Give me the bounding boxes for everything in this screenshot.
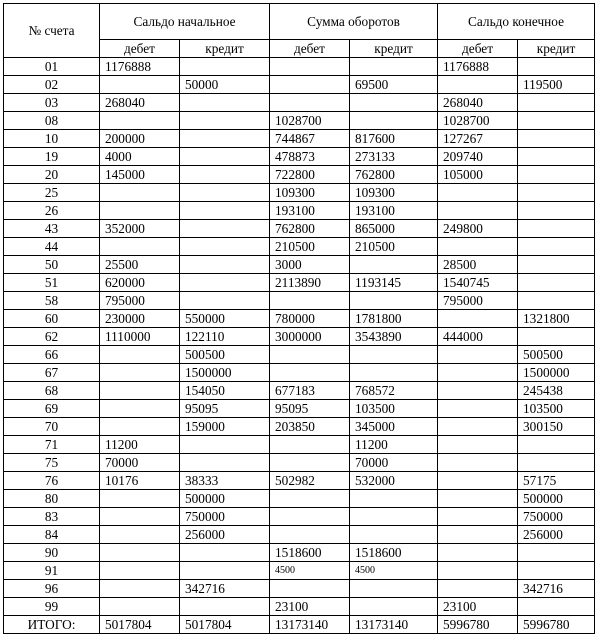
opening-credit-cell	[180, 598, 270, 616]
turnover-credit-cell	[350, 256, 438, 274]
table-row	[4, 328, 595, 346]
account-number: 84	[4, 526, 100, 544]
opening-debit-cell	[100, 526, 180, 544]
opening-credit-cell	[180, 544, 270, 562]
account-number: 66	[4, 346, 100, 364]
closing-debit-cell: 209740	[438, 148, 518, 166]
account-number: 10	[4, 130, 100, 148]
table-row	[4, 346, 595, 364]
total-closing-debit: 5996780	[438, 616, 518, 634]
account-number: 96	[4, 580, 100, 598]
account-number: 20	[4, 166, 100, 184]
opening-credit-cell: 95095	[180, 400, 270, 418]
closing-debit-cell	[438, 202, 518, 220]
opening-debit-cell: 10176	[100, 472, 180, 490]
opening-credit-cell	[180, 166, 270, 184]
closing-debit-cell	[438, 184, 518, 202]
opening-credit-cell	[180, 202, 270, 220]
opening-debit-cell: 1176888	[100, 58, 180, 76]
closing-debit-cell	[438, 382, 518, 400]
table-row	[4, 310, 595, 328]
closing-debit-cell: 28500	[438, 256, 518, 274]
closing-debit-cell: 1028700	[438, 112, 518, 130]
opening-credit-cell: 750000	[180, 508, 270, 526]
closing-credit-cell	[518, 94, 595, 112]
opening-debit-cell	[100, 544, 180, 562]
closing-debit-cell: 127267	[438, 130, 518, 148]
table-row	[4, 454, 595, 472]
closing-debit-cell	[438, 418, 518, 436]
turnover-debit-cell	[270, 58, 350, 76]
turnover-debit-cell	[270, 436, 350, 454]
turnover-credit-cell: 532000	[350, 472, 438, 490]
turnover-credit-cell: 210500	[350, 238, 438, 256]
account-number: 19	[4, 148, 100, 166]
closing-debit-cell	[438, 508, 518, 526]
table-row	[4, 238, 595, 256]
opening-debit-cell	[100, 490, 180, 508]
account-number: 75	[4, 454, 100, 472]
closing-debit-cell	[438, 400, 518, 418]
table-body	[4, 58, 595, 616]
opening-debit-cell: 25500	[100, 256, 180, 274]
closing-debit-cell	[438, 472, 518, 490]
closing-credit-cell	[518, 130, 595, 148]
turnover-credit-cell: 103500	[350, 400, 438, 418]
closing-debit-cell: 249800	[438, 220, 518, 238]
account-number: 25	[4, 184, 100, 202]
closing-credit-cell: 256000	[518, 526, 595, 544]
table-row	[4, 472, 595, 490]
turnover-credit-cell: 1518600	[350, 544, 438, 562]
turnover-debit-cell	[270, 508, 350, 526]
closing-credit-cell: 342716	[518, 580, 595, 598]
turnover-credit-cell: 865000	[350, 220, 438, 238]
total-turnover-credit: 13173140	[350, 616, 438, 634]
turnover-header: Сумма оборотов	[270, 4, 438, 40]
opening-credit-cell: 342716	[180, 580, 270, 598]
turnover-debit-cell: 23100	[270, 598, 350, 616]
closing-debit-cell: 23100	[438, 598, 518, 616]
table-row	[4, 544, 595, 562]
account-number: 83	[4, 508, 100, 526]
turnover-credit-cell: 768572	[350, 382, 438, 400]
turnover-debit-cell	[270, 526, 350, 544]
turnover-debit-cell	[270, 76, 350, 94]
total-opening-debit: 5017804	[100, 616, 180, 634]
opening-debit-cell	[100, 202, 180, 220]
closing-debit-cell: 1540745	[438, 274, 518, 292]
turnover-credit-cell: 4500	[350, 562, 438, 580]
turnover-debit-cell: 4500	[270, 562, 350, 580]
closing-debit-header: дебет	[438, 40, 518, 58]
table-row	[4, 274, 595, 292]
table-row	[4, 580, 595, 598]
table-row	[4, 436, 595, 454]
closing-credit-cell: 245438	[518, 382, 595, 400]
turnover-credit-cell	[350, 598, 438, 616]
opening-debit-cell	[100, 184, 180, 202]
closing-debit-cell	[438, 310, 518, 328]
opening-credit-header: кредит	[180, 40, 270, 58]
turnover-debit-cell: 210500	[270, 238, 350, 256]
closing-debit-cell: 1176888	[438, 58, 518, 76]
opening-credit-cell	[180, 94, 270, 112]
closing-debit-cell: 268040	[438, 94, 518, 112]
turnover-debit-cell	[270, 94, 350, 112]
closing-credit-cell	[518, 148, 595, 166]
turnover-debit-cell	[270, 490, 350, 508]
total-closing-credit: 5996780	[518, 616, 595, 634]
opening-debit-cell: 145000	[100, 166, 180, 184]
table-row	[4, 292, 595, 310]
opening-debit-cell: 268040	[100, 94, 180, 112]
account-number: 67	[4, 364, 100, 382]
turnover-credit-cell: 1781800	[350, 310, 438, 328]
turnover-debit-cell: 1028700	[270, 112, 350, 130]
opening-debit-cell	[100, 346, 180, 364]
opening-credit-cell	[180, 58, 270, 76]
opening-debit-cell	[100, 562, 180, 580]
opening-credit-cell	[180, 238, 270, 256]
closing-balance-header: Сальдо конечное	[438, 4, 595, 40]
account-number: 02	[4, 76, 100, 94]
closing-debit-cell	[438, 76, 518, 94]
closing-credit-cell	[518, 238, 595, 256]
turnover-credit-cell: 109300	[350, 184, 438, 202]
turnover-credit-cell	[350, 94, 438, 112]
opening-balance-header: Сальдо начальное	[100, 4, 270, 40]
turnover-credit-cell	[350, 292, 438, 310]
closing-debit-cell	[438, 364, 518, 382]
turnover-debit-cell: 762800	[270, 220, 350, 238]
closing-credit-cell: 500500	[518, 346, 595, 364]
opening-debit-cell	[100, 418, 180, 436]
closing-credit-cell: 750000	[518, 508, 595, 526]
opening-credit-cell	[180, 148, 270, 166]
account-number: 71	[4, 436, 100, 454]
opening-credit-cell: 38333	[180, 472, 270, 490]
table-row	[4, 256, 595, 274]
table-row	[4, 382, 595, 400]
turnover-credit-cell: 193100	[350, 202, 438, 220]
opening-debit-cell	[100, 112, 180, 130]
account-number: 01	[4, 58, 100, 76]
account-number: 91	[4, 562, 100, 580]
turnover-debit-header: дебет	[270, 40, 350, 58]
turnover-credit-cell: 762800	[350, 166, 438, 184]
turnover-debit-cell	[270, 292, 350, 310]
closing-credit-cell	[518, 58, 595, 76]
turnover-debit-cell	[270, 346, 350, 364]
turnover-debit-cell: 203850	[270, 418, 350, 436]
closing-credit-cell	[518, 328, 595, 346]
opening-debit-cell	[100, 508, 180, 526]
turnover-debit-cell: 3000	[270, 256, 350, 274]
opening-credit-cell	[180, 274, 270, 292]
closing-debit-cell	[438, 526, 518, 544]
closing-credit-cell: 300150	[518, 418, 595, 436]
closing-debit-cell: 795000	[438, 292, 518, 310]
opening-debit-cell: 11200	[100, 436, 180, 454]
opening-debit-cell: 70000	[100, 454, 180, 472]
closing-debit-cell: 105000	[438, 166, 518, 184]
account-number: 80	[4, 490, 100, 508]
turnover-credit-cell: 1193145	[350, 274, 438, 292]
opening-debit-cell: 1110000	[100, 328, 180, 346]
account-number: 43	[4, 220, 100, 238]
table-row	[4, 400, 595, 418]
total-turnover-debit: 13173140	[270, 616, 350, 634]
table-row	[4, 94, 595, 112]
turnover-credit-cell: 345000	[350, 418, 438, 436]
account-number: 69	[4, 400, 100, 418]
closing-credit-cell	[518, 544, 595, 562]
opening-credit-cell	[180, 130, 270, 148]
turnover-debit-cell: 3000000	[270, 328, 350, 346]
total-label: ИТОГО:	[4, 616, 100, 634]
opening-debit-cell	[100, 76, 180, 94]
closing-credit-cell	[518, 598, 595, 616]
closing-credit-cell: 1500000	[518, 364, 595, 382]
turnover-debit-cell: 95095	[270, 400, 350, 418]
table-row	[4, 598, 595, 616]
table-row	[4, 184, 595, 202]
turnover-credit-cell	[350, 346, 438, 364]
turnover-credit-cell	[350, 112, 438, 130]
turnover-credit-cell: 817600	[350, 130, 438, 148]
closing-credit-cell: 57175	[518, 472, 595, 490]
turnover-credit-cell	[350, 580, 438, 598]
turnover-credit-cell: 11200	[350, 436, 438, 454]
closing-credit-cell	[518, 202, 595, 220]
turnover-debit-cell: 109300	[270, 184, 350, 202]
table-row	[4, 202, 595, 220]
closing-credit-cell	[518, 454, 595, 472]
account-number: 03	[4, 94, 100, 112]
account-number: 51	[4, 274, 100, 292]
balance-sheet-table	[3, 3, 595, 634]
turnover-debit-cell: 722800	[270, 166, 350, 184]
table-row	[4, 130, 595, 148]
opening-credit-cell: 50000	[180, 76, 270, 94]
closing-credit-cell: 500000	[518, 490, 595, 508]
account-number: 44	[4, 238, 100, 256]
opening-credit-cell: 550000	[180, 310, 270, 328]
account-number: 58	[4, 292, 100, 310]
closing-credit-cell	[518, 184, 595, 202]
turnover-debit-cell: 2113890	[270, 274, 350, 292]
turnover-credit-cell	[350, 364, 438, 382]
turnover-credit-cell	[350, 58, 438, 76]
table-row	[4, 58, 595, 76]
turnover-credit-cell	[350, 490, 438, 508]
account-number: 68	[4, 382, 100, 400]
table-row	[4, 364, 595, 382]
total-row	[4, 616, 595, 634]
table-row	[4, 112, 595, 130]
opening-debit-cell	[100, 382, 180, 400]
account-number: 76	[4, 472, 100, 490]
opening-debit-cell: 4000	[100, 148, 180, 166]
turnover-credit-cell: 273133	[350, 148, 438, 166]
closing-credit-cell	[518, 292, 595, 310]
closing-credit-cell	[518, 220, 595, 238]
closing-credit-cell	[518, 112, 595, 130]
turnover-debit-cell: 502982	[270, 472, 350, 490]
opening-debit-cell: 620000	[100, 274, 180, 292]
opening-debit-header: дебет	[100, 40, 180, 58]
closing-credit-cell: 103500	[518, 400, 595, 418]
opening-credit-cell	[180, 436, 270, 454]
table-row	[4, 526, 595, 544]
opening-credit-cell: 122110	[180, 328, 270, 346]
opening-credit-cell: 500000	[180, 490, 270, 508]
opening-debit-cell	[100, 364, 180, 382]
account-number: 26	[4, 202, 100, 220]
closing-credit-header: кредит	[518, 40, 595, 58]
turnover-debit-cell: 744867	[270, 130, 350, 148]
table-row	[4, 490, 595, 508]
closing-credit-cell	[518, 274, 595, 292]
account-number: 70	[4, 418, 100, 436]
closing-credit-cell: 119500	[518, 76, 595, 94]
turnover-debit-cell: 193100	[270, 202, 350, 220]
total-opening-credit: 5017804	[180, 616, 270, 634]
opening-debit-cell: 352000	[100, 220, 180, 238]
turnover-debit-cell: 677183	[270, 382, 350, 400]
turnover-debit-cell: 780000	[270, 310, 350, 328]
turnover-debit-cell: 478873	[270, 148, 350, 166]
opening-credit-cell: 1500000	[180, 364, 270, 382]
table-row	[4, 418, 595, 436]
opening-credit-cell	[180, 184, 270, 202]
opening-credit-cell: 500500	[180, 346, 270, 364]
table-row	[4, 148, 595, 166]
opening-debit-cell	[100, 238, 180, 256]
opening-debit-cell: 795000	[100, 292, 180, 310]
account-number: 50	[4, 256, 100, 274]
turnover-credit-header: кредит	[350, 40, 438, 58]
closing-credit-cell	[518, 436, 595, 454]
account-number: 99	[4, 598, 100, 616]
turnover-debit-cell	[270, 454, 350, 472]
opening-credit-cell	[180, 256, 270, 274]
turnover-credit-cell	[350, 526, 438, 544]
opening-debit-cell: 200000	[100, 130, 180, 148]
table-row	[4, 508, 595, 526]
turnover-credit-cell: 3543890	[350, 328, 438, 346]
closing-debit-cell: 444000	[438, 328, 518, 346]
turnover-debit-cell: 1518600	[270, 544, 350, 562]
closing-debit-cell	[438, 562, 518, 580]
closing-credit-cell	[518, 166, 595, 184]
opening-credit-cell	[180, 562, 270, 580]
table-row	[4, 76, 595, 94]
account-column-header: № счета	[4, 4, 100, 58]
account-number: 62	[4, 328, 100, 346]
closing-debit-cell	[438, 454, 518, 472]
closing-debit-cell	[438, 490, 518, 508]
closing-credit-cell: 1321800	[518, 310, 595, 328]
account-number: 60	[4, 310, 100, 328]
opening-debit-cell: 230000	[100, 310, 180, 328]
table-row	[4, 166, 595, 184]
opening-credit-cell	[180, 454, 270, 472]
opening-credit-cell	[180, 292, 270, 310]
closing-debit-cell	[438, 580, 518, 598]
closing-debit-cell	[438, 436, 518, 454]
opening-credit-cell	[180, 220, 270, 238]
turnover-credit-cell	[350, 508, 438, 526]
opening-debit-cell	[100, 598, 180, 616]
closing-debit-cell	[438, 346, 518, 364]
account-number: 90	[4, 544, 100, 562]
opening-debit-cell	[100, 580, 180, 598]
closing-debit-cell	[438, 544, 518, 562]
table-row	[4, 220, 595, 238]
turnover-debit-cell	[270, 580, 350, 598]
turnover-credit-cell: 69500	[350, 76, 438, 94]
closing-credit-cell	[518, 562, 595, 580]
turnover-credit-cell: 70000	[350, 454, 438, 472]
closing-credit-cell	[518, 256, 595, 274]
turnover-debit-cell	[270, 364, 350, 382]
opening-debit-cell	[100, 400, 180, 418]
account-number: 08	[4, 112, 100, 130]
closing-debit-cell	[438, 238, 518, 256]
opening-credit-cell: 154050	[180, 382, 270, 400]
opening-credit-cell: 256000	[180, 526, 270, 544]
table-row	[4, 562, 595, 580]
opening-credit-cell: 159000	[180, 418, 270, 436]
opening-credit-cell	[180, 112, 270, 130]
